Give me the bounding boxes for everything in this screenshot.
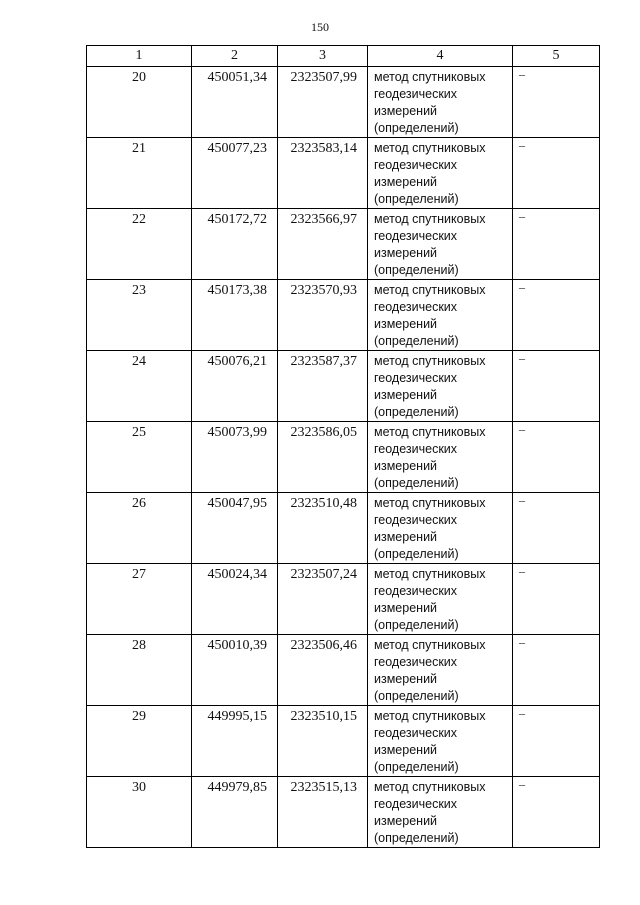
- method-line: геодезических: [374, 158, 458, 172]
- note-cell: –: [513, 67, 600, 138]
- method-line: метод спутниковых: [374, 212, 486, 226]
- method-line: геодезических: [374, 371, 458, 385]
- note-cell: –: [513, 209, 600, 280]
- table-row: [87, 493, 600, 564]
- method-cell: [368, 635, 513, 706]
- x-coordinate-cell: 450076,21: [192, 351, 278, 422]
- method-line: геодезических: [374, 797, 458, 811]
- method-cell: [368, 777, 513, 848]
- method-line: метод спутниковых: [374, 354, 486, 368]
- table-row: [87, 706, 600, 777]
- x-coordinate-cell: 449979,85: [192, 777, 278, 848]
- method-line: геодезических: [374, 229, 458, 243]
- point-number-cell: 30: [87, 777, 192, 848]
- method-line: измерений: [374, 175, 438, 189]
- table-row: [87, 422, 600, 493]
- method-line: (определений): [374, 831, 459, 845]
- method-line: метод спутниковых: [374, 70, 486, 84]
- y-coordinate-cell: 2323510,48: [278, 493, 368, 564]
- method-line: (определений): [374, 476, 459, 490]
- note-cell: –: [513, 280, 600, 351]
- x-coordinate-cell: 450077,23: [192, 138, 278, 209]
- y-coordinate-cell: 2323510,15: [278, 706, 368, 777]
- method-line: метод спутниковых: [374, 709, 486, 723]
- note-cell: –: [513, 777, 600, 848]
- method-line: геодезических: [374, 584, 458, 598]
- method-line: (определений): [374, 689, 459, 703]
- header-col-4: 4: [368, 46, 513, 67]
- method-line: метод спутниковых: [374, 638, 486, 652]
- x-coordinate-cell: 450073,99: [192, 422, 278, 493]
- y-coordinate-cell: 2323515,13: [278, 777, 368, 848]
- method-line: (определений): [374, 760, 459, 774]
- header-col-1: 1: [87, 46, 192, 67]
- table-row: [87, 351, 600, 422]
- point-number-cell: 20: [87, 67, 192, 138]
- note-cell: –: [513, 635, 600, 706]
- method-line: (определений): [374, 121, 459, 135]
- method-cell: [368, 564, 513, 635]
- method-line: измерений: [374, 672, 438, 686]
- method-line: геодезических: [374, 726, 458, 740]
- y-coordinate-cell: 2323587,37: [278, 351, 368, 422]
- point-number-cell: 22: [87, 209, 192, 280]
- method-line: измерений: [374, 246, 438, 260]
- method-line: (определений): [374, 405, 459, 419]
- table-row: [87, 777, 600, 848]
- method-line: геодезических: [374, 655, 458, 669]
- note-cell: –: [513, 706, 600, 777]
- method-cell: [368, 280, 513, 351]
- method-line: измерений: [374, 459, 438, 473]
- x-coordinate-cell: 450051,34: [192, 67, 278, 138]
- y-coordinate-cell: 2323583,14: [278, 138, 368, 209]
- y-coordinate-cell: 2323586,05: [278, 422, 368, 493]
- y-coordinate-cell: 2323507,24: [278, 564, 368, 635]
- method-line: измерений: [374, 530, 438, 544]
- table-row: [87, 635, 600, 706]
- method-line: метод спутниковых: [374, 780, 486, 794]
- page-number: 150: [311, 20, 329, 34]
- method-line: метод спутниковых: [374, 496, 486, 510]
- point-number-cell: 25: [87, 422, 192, 493]
- table-row: [87, 209, 600, 280]
- method-line: геодезических: [374, 442, 458, 456]
- point-number-cell: 23: [87, 280, 192, 351]
- note-cell: –: [513, 351, 600, 422]
- y-coordinate-cell: 2323570,93: [278, 280, 368, 351]
- method-line: измерений: [374, 104, 438, 118]
- x-coordinate-cell: 450172,72: [192, 209, 278, 280]
- method-line: (определений): [374, 334, 459, 348]
- method-line: (определений): [374, 547, 459, 561]
- x-coordinate-cell: 450047,95: [192, 493, 278, 564]
- header-col-2: 2: [192, 46, 278, 67]
- table-row: [87, 67, 600, 138]
- method-line: метод спутниковых: [374, 283, 486, 297]
- method-line: измерений: [374, 601, 438, 615]
- y-coordinate-cell: 2323566,97: [278, 209, 368, 280]
- note-cell: –: [513, 493, 600, 564]
- note-cell: –: [513, 422, 600, 493]
- point-number-cell: 28: [87, 635, 192, 706]
- method-line: метод спутниковых: [374, 567, 486, 581]
- method-line: геодезических: [374, 300, 458, 314]
- method-line: (определений): [374, 192, 459, 206]
- table-header-row: [87, 46, 600, 67]
- x-coordinate-cell: 450010,39: [192, 635, 278, 706]
- header-col-3: 3: [278, 46, 368, 67]
- y-coordinate-cell: 2323507,99: [278, 67, 368, 138]
- method-line: измерений: [374, 388, 438, 402]
- note-cell: –: [513, 564, 600, 635]
- table-row: [87, 564, 600, 635]
- method-line: измерений: [374, 743, 438, 757]
- point-number-cell: 27: [87, 564, 192, 635]
- method-line: метод спутниковых: [374, 141, 486, 155]
- coordinates-table: [86, 45, 600, 848]
- table-row: [87, 138, 600, 209]
- method-line: (определений): [374, 263, 459, 277]
- method-line: измерений: [374, 317, 438, 331]
- point-number-cell: 21: [87, 138, 192, 209]
- point-number-cell: 24: [87, 351, 192, 422]
- header-col-5: 5: [513, 46, 600, 67]
- note-cell: –: [513, 138, 600, 209]
- x-coordinate-cell: 449995,15: [192, 706, 278, 777]
- method-cell: [368, 209, 513, 280]
- method-cell: [368, 138, 513, 209]
- x-coordinate-cell: 450024,34: [192, 564, 278, 635]
- x-coordinate-cell: 450173,38: [192, 280, 278, 351]
- method-line: измерений: [374, 814, 438, 828]
- method-cell: [368, 351, 513, 422]
- method-line: (определений): [374, 618, 459, 632]
- point-number-cell: 29: [87, 706, 192, 777]
- table-row: [87, 280, 600, 351]
- method-line: метод спутниковых: [374, 425, 486, 439]
- method-cell: [368, 67, 513, 138]
- method-cell: [368, 422, 513, 493]
- y-coordinate-cell: 2323506,46: [278, 635, 368, 706]
- point-number-cell: 26: [87, 493, 192, 564]
- method-line: геодезических: [374, 513, 458, 527]
- method-cell: [368, 493, 513, 564]
- method-line: геодезических: [374, 87, 458, 101]
- method-cell: [368, 706, 513, 777]
